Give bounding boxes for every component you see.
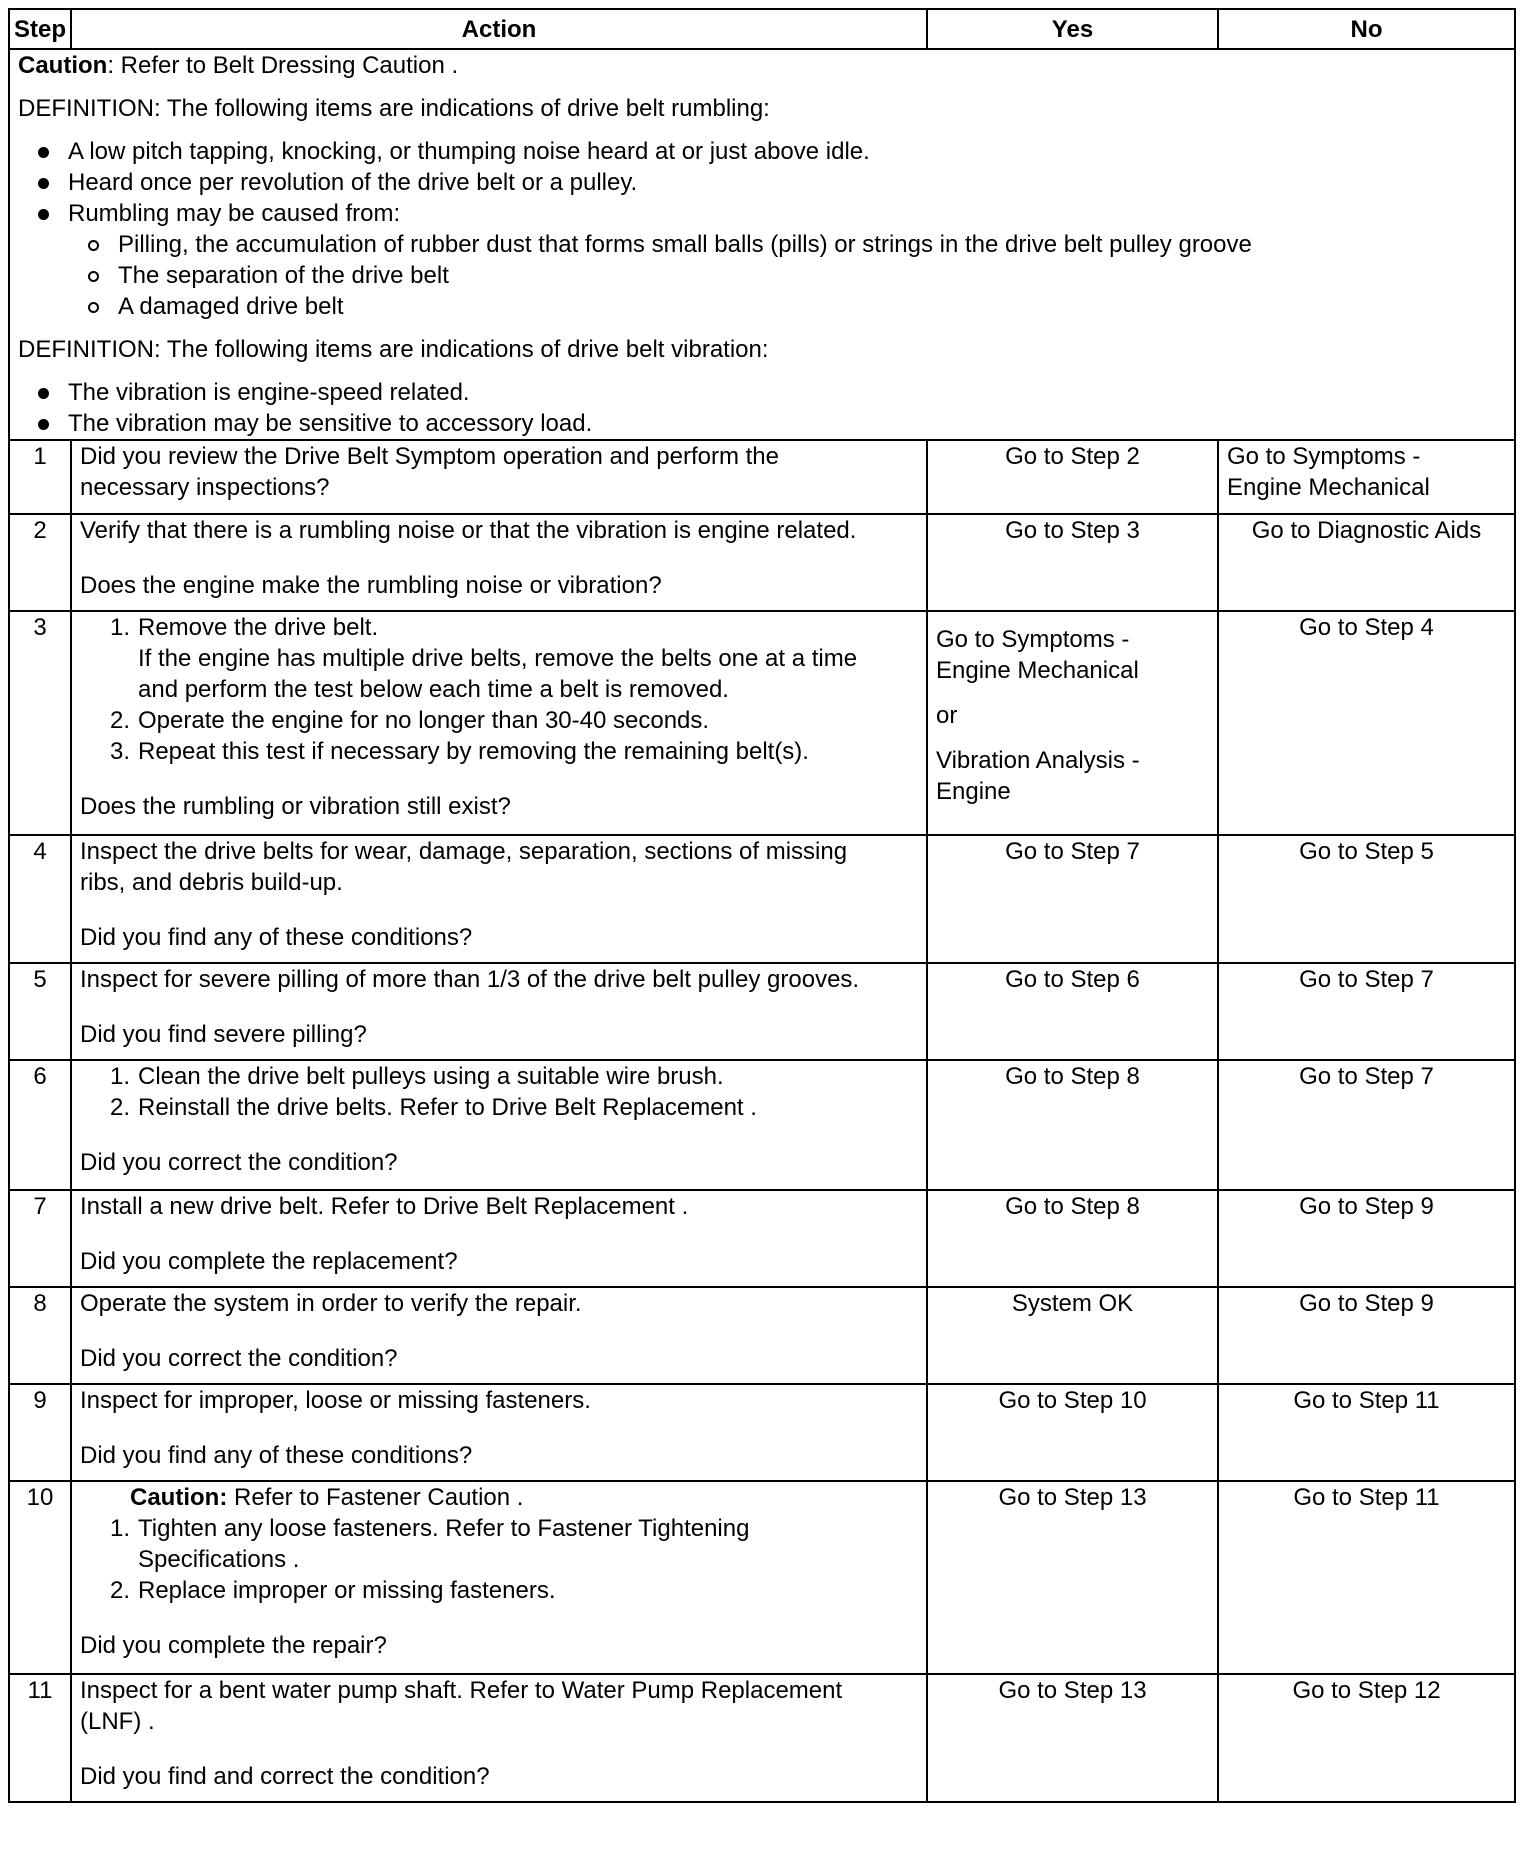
action-cell [71, 963, 927, 1060]
action-question: Did you correct the condition? [80, 1149, 398, 1176]
action-text: Install a new drive belt. Refer to Drive Belt Replacement . [80, 1193, 689, 1220]
item-number: 2. [109, 707, 130, 734]
no-cell[interactable]: Go to Step 11 [1218, 1384, 1515, 1481]
table-row [9, 963, 1515, 1060]
yes-cell[interactable]: Go to Step 13 [927, 1674, 1218, 1802]
action-question: Did you complete the replacement? [80, 1248, 458, 1275]
header-row [9, 9, 1515, 49]
yes-text: Vibration Analysis - [936, 747, 1140, 774]
table-row [9, 514, 1515, 611]
item-line: and perform the test below each time a belt is removed. [138, 676, 729, 703]
action-question: Did you find severe pilling? [80, 1021, 367, 1048]
caution-text: Refer to Fastener Caution . [227, 1484, 524, 1511]
action-question: Does the rumbling or vibration still exist? [80, 793, 511, 820]
action-text: Inspect the drive belts for wear, damage, separation, sections of missing [80, 838, 848, 865]
action-text: (LNF) . [80, 1708, 155, 1735]
list-item [80, 1575, 918, 1606]
table-row [9, 1481, 1515, 1674]
action-cell [71, 835, 927, 963]
yes-text: Go to Symptoms - [936, 626, 1130, 653]
table-row [9, 1287, 1515, 1384]
action-question: Did you find any of these conditions? [80, 1442, 473, 1469]
action-text: Operate the system in order to verify the repair. [80, 1290, 582, 1317]
table-row [9, 1384, 1515, 1481]
step-number: 7 [9, 1190, 71, 1287]
action-text: ribs, and debris build-up. [80, 869, 343, 896]
action-cell [71, 1384, 927, 1481]
table-row [9, 611, 1515, 835]
list-item [80, 1092, 918, 1123]
no-cell[interactable] [1218, 440, 1515, 514]
action-question: Did you correct the condition? [80, 1345, 398, 1372]
table-row [9, 1674, 1515, 1802]
no-cell[interactable]: Go to Diagnostic Aids [1218, 514, 1515, 611]
intro-cell [9, 49, 1515, 440]
vibration-bullets [18, 377, 1506, 439]
no-text: Engine Mechanical [1227, 474, 1430, 501]
item-line: Specifications . [138, 1546, 300, 1573]
item-text: Repeat this test if necessary by removing the remaining belt(s). [138, 738, 809, 765]
list-item: Pilling, the accumulation of rubber dust that forms small balls (pills) or strings in the drive belt pulley groove [18, 229, 1506, 260]
diagnostic-table [8, 8, 1516, 1803]
no-cell[interactable]: Go to Step 5 [1218, 835, 1515, 963]
yes-cell[interactable]: Go to Step 10 [927, 1384, 1218, 1481]
caution-label: Caution [18, 52, 108, 79]
list-item: Heard once per revolution of the drive belt or a pulley. [18, 167, 1506, 198]
item-text: Clean the drive belt pulleys using a suitable wire brush. [138, 1063, 724, 1090]
no-cell[interactable]: Go to Step 4 [1218, 611, 1515, 835]
no-cell[interactable]: Go to Step 9 [1218, 1190, 1515, 1287]
header-step: Step [9, 9, 71, 49]
action-cell [71, 440, 927, 514]
no-cell[interactable]: Go to Step 7 [1218, 1060, 1515, 1190]
no-cell[interactable]: Go to Step 9 [1218, 1287, 1515, 1384]
header-yes: Yes [927, 9, 1218, 49]
list-item [80, 612, 918, 705]
yes-text: Engine Mechanical [936, 657, 1139, 684]
rumbling-causes [18, 229, 1506, 322]
item-text [138, 1513, 918, 1575]
action-question: Did you complete the repair? [80, 1632, 387, 1659]
action-cell [71, 1287, 927, 1384]
action-question: Does the engine make the rumbling noise or vibration? [80, 572, 662, 599]
procedure-list [80, 1513, 918, 1606]
yes-cell[interactable]: Go to Step 13 [927, 1481, 1218, 1674]
list-item [80, 705, 918, 736]
table-row [9, 835, 1515, 963]
list-item: A damaged drive belt [18, 291, 1506, 322]
header-no: No [1218, 9, 1515, 49]
step-number: 1 [9, 440, 71, 514]
yes-cell[interactable] [927, 611, 1218, 835]
no-cell[interactable]: Go to Step 11 [1218, 1481, 1515, 1674]
action-question: Did you find and correct the condition? [80, 1763, 490, 1790]
step-number: 8 [9, 1287, 71, 1384]
item-text: Operate the engine for no longer than 30-40 seconds. [138, 707, 710, 734]
step-number: 4 [9, 835, 71, 963]
yes-cell[interactable]: Go to Step 8 [927, 1060, 1218, 1190]
yes-cell[interactable]: Go to Step 3 [927, 514, 1218, 611]
step-number: 10 [9, 1481, 71, 1674]
no-cell[interactable]: Go to Step 7 [1218, 963, 1515, 1060]
action-cell [71, 514, 927, 611]
list-item: A low pitch tapping, knocking, or thumping noise heard at or just above idle. [18, 136, 1506, 167]
no-cell[interactable]: Go to Step 12 [1218, 1674, 1515, 1802]
yes-cell[interactable]: Go to Step 2 [927, 440, 1218, 514]
header-action: Action [71, 9, 927, 49]
intro-row [9, 49, 1515, 440]
item-number: 1. [109, 1063, 130, 1090]
item-line: Remove the drive belt. [138, 614, 379, 641]
action-question: Did you find any of these conditions? [80, 924, 473, 951]
table-row [9, 1060, 1515, 1190]
item-number: 1. [109, 1515, 130, 1542]
list-item: The vibration may be sensitive to accessory load. [18, 408, 1506, 439]
list-item: The separation of the drive belt [18, 260, 1506, 291]
item-text [138, 612, 918, 705]
definition-vibration: DEFINITION: The following items are indications of drive belt vibration: [18, 336, 769, 363]
rumbling-bullets [18, 136, 1506, 229]
list-item: The vibration is engine-speed related. [18, 377, 1506, 408]
table-row [9, 1190, 1515, 1287]
step-number: 11 [9, 1674, 71, 1802]
action-text: Verify that there is a rumbling noise or that the vibration is engine related. [80, 517, 857, 544]
table-row [9, 440, 1515, 514]
list-item [80, 1513, 918, 1575]
list-item [80, 736, 918, 767]
action-cell [71, 1190, 927, 1287]
yes-cell[interactable]: System OK [927, 1287, 1218, 1384]
item-number: 2. [109, 1577, 130, 1604]
action-text: Inspect for severe pilling of more than 1/3 of the drive belt pulley grooves. [80, 966, 860, 993]
step-number: 5 [9, 963, 71, 1060]
definition-rumbling: DEFINITION: The following items are indications of drive belt rumbling: [18, 95, 770, 122]
item-number: 1. [109, 614, 130, 641]
caution-text: : Refer to Belt Dressing Caution . [107, 52, 459, 79]
item-line: If the engine has multiple drive belts, remove the belts one at a time [138, 645, 858, 672]
yes-text: Engine [936, 778, 1011, 805]
action-text: Did you review the Drive Belt Symptom operation and perform the [80, 443, 779, 470]
yes-cell[interactable]: Go to Step 7 [927, 835, 1218, 963]
action-cell [71, 1481, 927, 1674]
yes-or-text: or [936, 702, 958, 729]
list-item [80, 1061, 918, 1092]
step-caution [80, 1482, 918, 1513]
action-text: Inspect for improper, loose or missing fasteners. [80, 1387, 591, 1414]
intro-caution [18, 50, 1506, 81]
action-cell [71, 1060, 927, 1190]
action-text: necessary inspections? [80, 474, 330, 501]
step-number: 2 [9, 514, 71, 611]
action-cell [71, 611, 927, 835]
action-text: Inspect for a bent water pump shaft. Refer to Water Pump Replacement [80, 1677, 843, 1704]
no-text: Go to Symptoms - [1227, 443, 1421, 470]
item-number: 2. [109, 1094, 130, 1121]
item-line: Tighten any loose fasteners. Refer to Fastener Tightening [138, 1515, 750, 1542]
step-number: 6 [9, 1060, 71, 1190]
item-number: 3. [109, 738, 130, 765]
procedure-list [80, 612, 918, 767]
caution-label: Caution: [130, 1484, 228, 1511]
list-item: Rumbling may be caused from: [18, 198, 1506, 229]
step-number: 9 [9, 1384, 71, 1481]
item-text: Replace improper or missing fasteners. [138, 1577, 556, 1604]
item-text: Reinstall the drive belts. Refer to Drive Belt Replacement . [138, 1094, 757, 1121]
step-number: 3 [9, 611, 71, 835]
procedure-list [80, 1061, 918, 1123]
yes-cell[interactable]: Go to Step 8 [927, 1190, 1218, 1287]
action-cell [71, 1674, 927, 1802]
yes-cell[interactable]: Go to Step 6 [927, 963, 1218, 1060]
